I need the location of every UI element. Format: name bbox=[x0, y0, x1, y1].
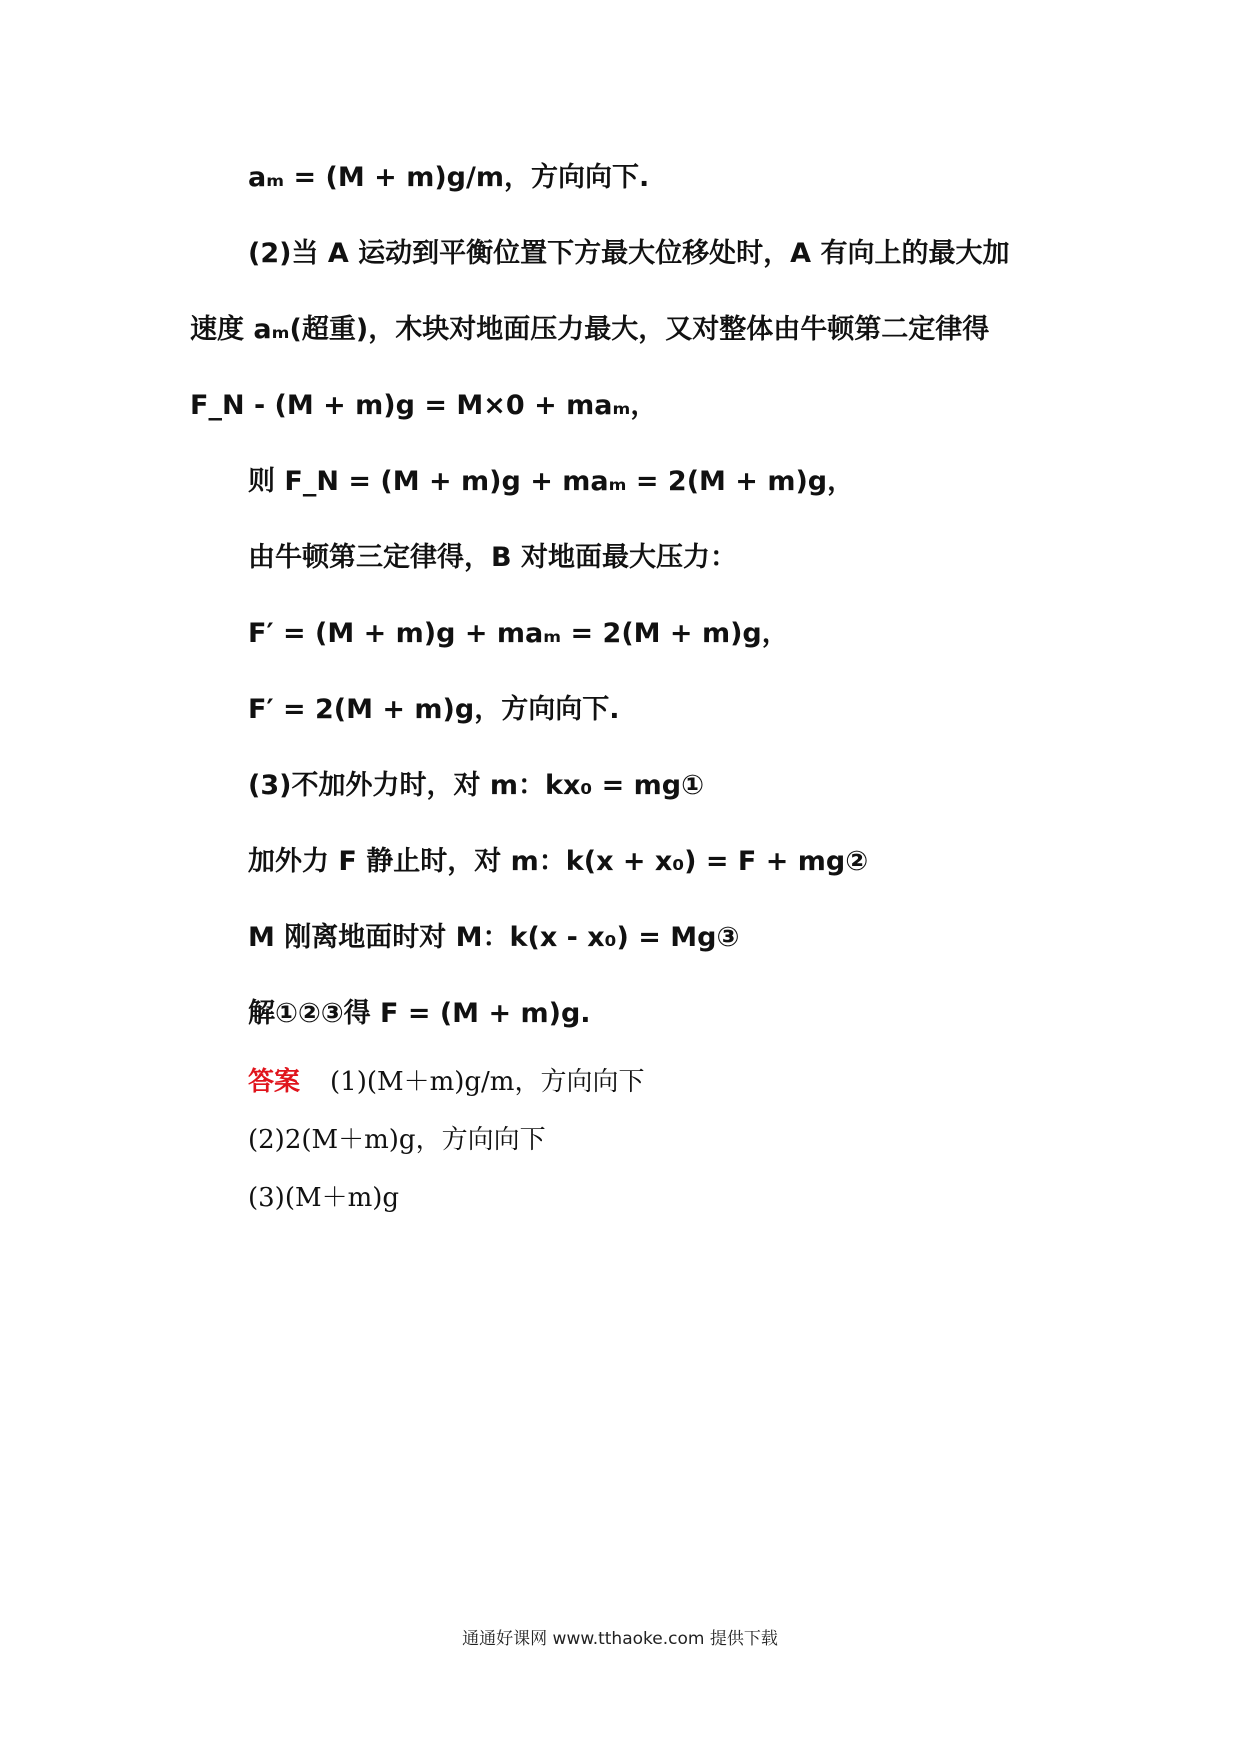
answer-line-1 bbox=[248, 1062, 644, 1102]
text-line-8: F′ = 2(M + m)g，方向向下. bbox=[248, 694, 620, 725]
text-line-5: 则 F_N = (M + m)g + maₘ = 2(M + m)g， bbox=[248, 466, 855, 497]
page-footer: 通通好课网 www.tthaoke.com 提供下载 bbox=[462, 1629, 778, 1649]
text-line-3: 速度 aₘ(超重)，木块对地面压力最大，又对整体由牛顿第二定律得 bbox=[190, 314, 990, 345]
text-line-2: (2)当 A 运动到平衡位置下方最大位移处时，A 有向上的最大加 bbox=[248, 238, 1010, 269]
text-line-12: 解①②③得 F = (M + m)g. bbox=[248, 998, 591, 1029]
text-line-4: F_N - (M + m)g = M×0 + maₘ， bbox=[190, 390, 658, 421]
text-line-9: (3)不加外力时，对 m：kx₀ = mg① bbox=[248, 770, 704, 801]
text-line-11: M 刚离地面时对 M：k(x - x₀) = Mg③ bbox=[248, 922, 740, 953]
text-line-7: F′ = (M + m)g + maₘ = 2(M + m)g， bbox=[248, 618, 789, 649]
text-line-1: aₘ = (M + m)g/m，方向向下. bbox=[248, 162, 650, 193]
answer-label: 答案 bbox=[248, 1067, 301, 1097]
answer-part-3: (3)(M＋m)g bbox=[248, 1183, 400, 1213]
answer-part-1: (1)(M＋m)g/m，方向向下 bbox=[330, 1067, 645, 1097]
text-line-6: 由牛顿第三定律得，B 对地面最大压力： bbox=[248, 542, 737, 573]
answer-part-2: (2)2(M＋m)g，方向向下 bbox=[248, 1125, 546, 1155]
text-line-10: 加外力 F 静止时，对 m：k(x + x₀) = F + mg② bbox=[248, 846, 869, 877]
